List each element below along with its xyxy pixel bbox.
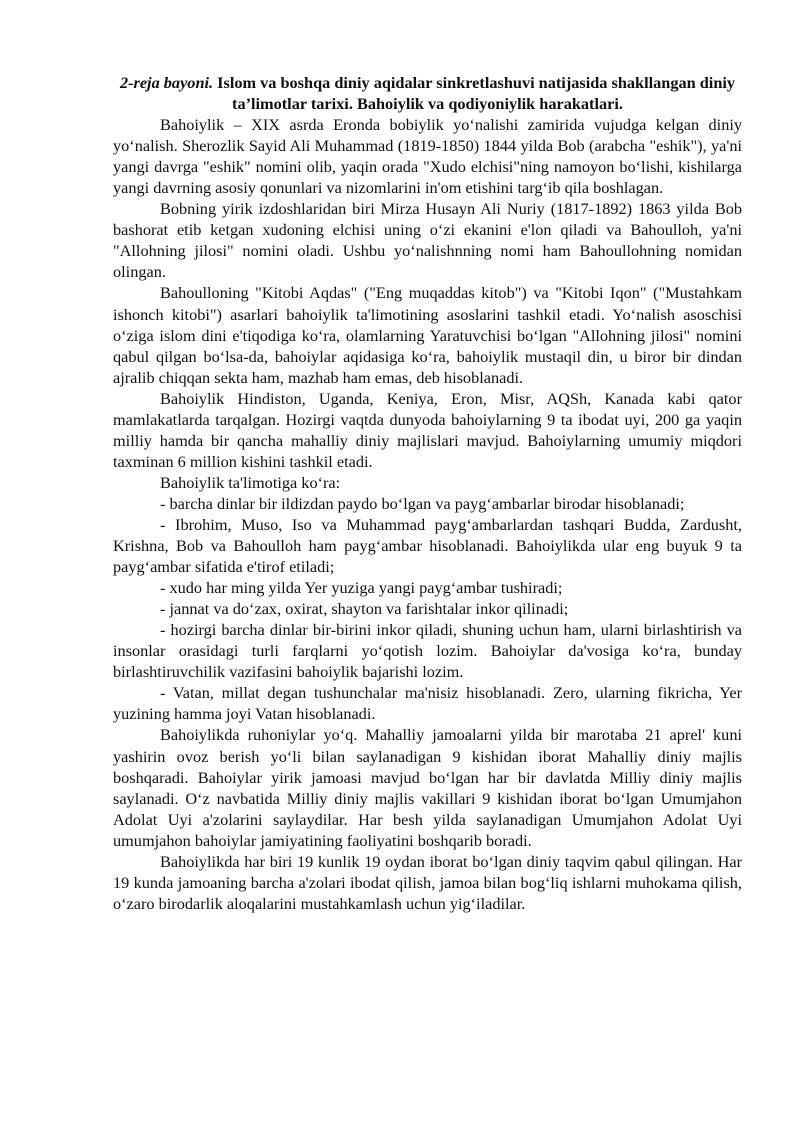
paragraph-bahoiylik-intro: Bahoiylik – XIX asrda Eronda bobiylik yo‘nalishi zamirida vujudga kelgan diniy yo‘nalish. Sherozlik Sayid Ali Muhammad (1819-1850) 1844 yilda Bob (arabcha "eshik"), ya'ni yangi davrga "eshik" nomini olib, yaqin orada "Xudo elchisi"ning namoyon bo‘lishi, kishilarga yangi davrning asosiy qonunlari va nizomlarini in'om etishini targ‘ib qila boshlagan. bbox=[113, 115, 742, 198]
paragraph-bahoulloh: Bobning yirik izdoshlaridan biri Mirza Husayn Ali Nuriy (1817-1892) 1863 yilda Bob bashorat etib ketgan xudoning elchisi uning o‘zi ekanini e'lon qiladi va Bahoulloh, ya'ni "Allohning jilosi" nomini oladi. Ushbu yo‘nalishnning nomi ham Bahoullohning nomidan olingan. bbox=[113, 199, 742, 282]
list-item: - Vatan, millat degan tushunchalar ma'nisiz hisoblanadi. Zero, ularning fikricha, Yer yuzining hamma joyi Vatan hisoblanadi. bbox=[113, 683, 742, 724]
list-item: - xudo har ming yilda Yer yuziga yangi payg‘ambar tushiradi; bbox=[160, 578, 563, 598]
list-item: - jannat va do‘zax, oxirat, shayton va farishtalar inkor qilinadi; bbox=[160, 599, 569, 619]
paragraph-calendar: Bahoiylikda har biri 19 kunlik 19 oydan iborat bo‘lgan diniy taqvim qabul qilingan. Har 19 kunda jamoaning barcha a'zolari ibodat qilish, jamoa bilan bog‘liq ishlarni muhokama qilish, o‘zaro birodarlik aloqalarini mustahkamlash uchun yig‘iladilar. bbox=[113, 851, 742, 913]
paragraph-clergy: Bahoiylikda ruhoniylar yo‘q. Mahalliy jamoalarni yilda bir marotaba 21 aprel' kuni yashirin ovoz berish yo‘li bilan saylanadigan 9 kishidan iborat Mahalliy diniy majlis boshqaradi. Bahoiylar yirik jamoasi mavjud bo‘lgan har bir davlatda Milliy diniy majlis saylanadi. O‘z navbatida Milliy diniy majlis vakillari 9 kishidan iborat bo‘lgan Umumjahon Adolat Uyi a'zolarini saylaydilar. Har besh yilda saylanadigan Umumjahon Adolat Uyi umumjahon bahoiylar jamiyatining faoliyatini boshqarib boradi. bbox=[113, 725, 742, 850]
list-item: - Ibrohim, Muso, Iso va Muhammad payg‘ambarlardan tashqari Budda, Zardusht, Krishna, Bob va Bahoulloh ham payg‘ambar hisoblanadi. Bahoiylikda ular eng buyuk 9 ta payg‘ambar sifatida e'tirof etiladi; bbox=[113, 514, 742, 577]
paragraph-spread: Bahoiylik Hindiston, Uganda, Keniya, Eron, Misr, AQSh, Kanada kabi qator mamlakatlarda tarqalgan. Hozirgi vaqtda dunyoda bahoiylarning 9 ta ibodat uyi, 200 ga yaqin milliy hamda bir qancha mahalliy diniy majlislari mavjud. Bahoiylarning umumiy miqdori taxminan 6 million kishini tashkil etadi. bbox=[113, 388, 742, 471]
paragraph-teaching-intro: Bahoiylik ta'limotiga ko‘ra: bbox=[160, 472, 341, 492]
section-heading bbox=[113, 72, 742, 114]
document-page bbox=[113, 72, 742, 914]
plan-label: 2-reja bayoni. bbox=[119, 73, 214, 92]
paragraph-sacred-books: Bahoulloning "Kitobi Aqdas" ("Eng muqaddas kitob") va "Kitobi Iqon" ("Mustahkam ishonch kitobi") asarlari bahoiylik ta'limotining asoslarini tashkil etadi. Yo‘nalish asoschisi o‘ziga islom dini e'tiqodiga ko‘ra, olamlarning Yaratuvchisi bo‘lgan "Allohning jilosi" nomini qabul qilgan bo‘lsa-da, bahoiylar aqidasiga ko‘ra, bahoiylik mustaqil din, u biror bir dindan ajralib chiqqan sekta ham, mazhab ham emas, deb hisoblanadi. bbox=[113, 283, 742, 387]
section-title: Islom va boshqa diniy aqidalar sinkretlashuvi natijasida shakllangan diniy ta’limotlar tarixi. Bahoiylik va qodiyoniylik harakatlari. bbox=[213, 73, 736, 114]
list-item: - barcha dinlar bir ildizdan paydo bo‘lgan va payg‘ambarlar birodar hisoblanadi; bbox=[160, 493, 685, 513]
list-item: - hozirgi barcha dinlar bir-birini inkor qiladi, shuning uchun ham, ularni birlashtirish va insonlar orasidagi turli farqlarni yo‘qotish lozim. Bahoiylar da'vosiga ko‘ra, bunday birlashtiruvchilik vazifasini bahoiylik bajarishi lozim. bbox=[113, 620, 742, 682]
